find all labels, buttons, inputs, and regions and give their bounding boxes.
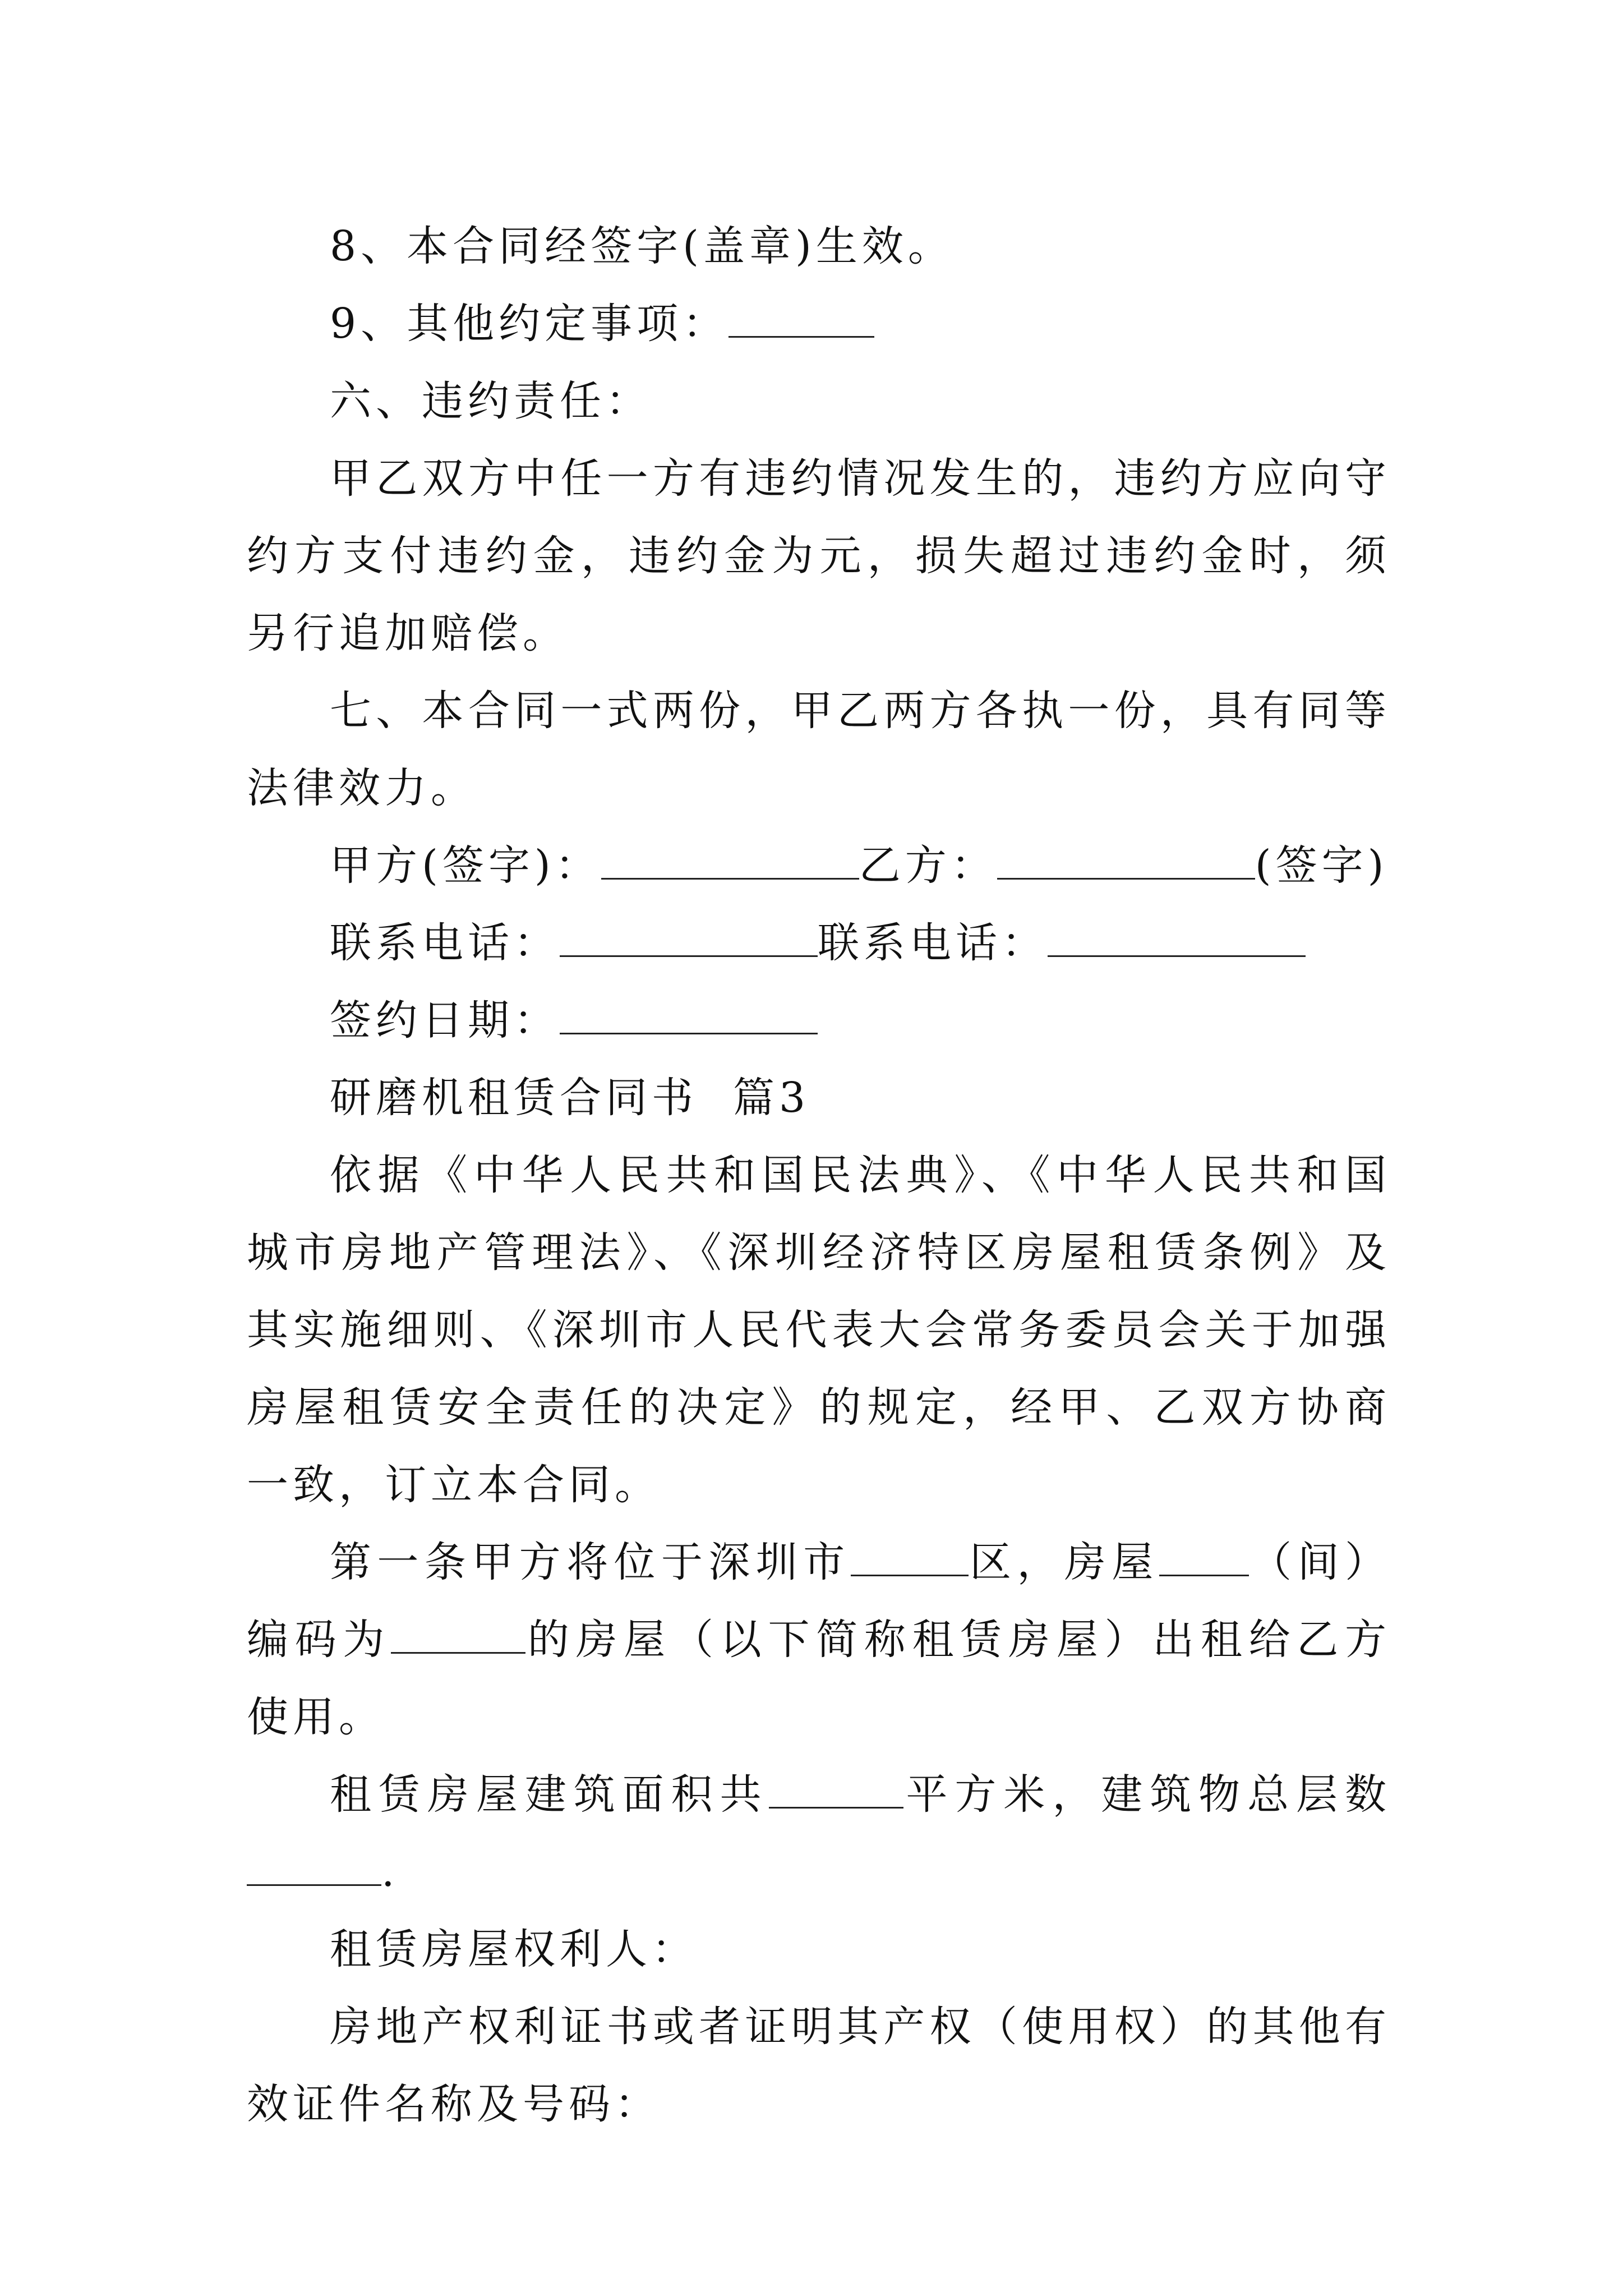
clause-9-blank [728,297,874,338]
certificate [247,1988,1391,2143]
district-blank [851,1535,969,1576]
party-a-sign-blank [601,839,859,880]
clause-9-label: 9、其他约定事项： [330,300,729,348]
phone-a-blank [560,916,818,957]
article-1-part4: 的房屋（以下简称租赁房屋）出租给乙方使用。 [247,1616,1391,1741]
room-code-blank [391,1613,525,1654]
rights-holder-label: 租赁房屋权利人： [330,1925,698,1973]
section-title-text: 研磨机租赁合同书 篇3 [330,1074,810,1122]
phone-label-a: 联系电话： [330,919,560,967]
area-part2: 平方米，建筑物总层数 [903,1770,1391,1819]
floors-blank [247,1845,381,1886]
party-a-sign-label: 甲方(签字)： [330,841,601,890]
area-part1: 租赁房屋建筑面积共 [330,1770,769,1819]
area-clause [247,1756,1391,1911]
sign-date-label: 签约日期： [330,996,560,1045]
article-1 [247,1524,1391,1756]
section-6-body [247,440,1391,672]
article-1-part3: （间）编码为 [247,1538,1391,1664]
sign-date-blank [560,993,818,1034]
rights-holder [247,1911,1391,1988]
preamble [247,1137,1391,1524]
section-6-heading [247,362,1391,440]
document-body [247,208,1391,2143]
section-6-body-text: 甲乙双方中任一方有违约情况发生的，违约方应向守约方支付违约金，违约金为元，损失超过违约金时，须另行追加赔偿。 [247,454,1391,657]
party-b-label: 乙方： [859,841,997,890]
area-blank [769,1768,903,1809]
signature-line-parties [247,827,1391,904]
section-title [247,1059,1391,1137]
section-7-body [247,672,1391,827]
article-1-part1: 第一条甲方将位于深圳市 [330,1538,851,1586]
clause-9 [247,285,1391,362]
phone-label-b: 联系电话： [818,919,1048,967]
signature-line-date [247,982,1391,1059]
section-6-heading-text: 六、违约责任： [330,377,652,425]
party-b-sign-blank [997,839,1255,880]
certificate-label: 房地产权利证书或者证明其产权（使用权）的其他有效证件名称及号码： [247,2003,1391,2128]
signature-line-phones [247,904,1391,982]
party-b-sign-suffix: (签字) [1255,841,1389,890]
preamble-text: 依据《中华人民共和国民法典》、《中华人民共和国城市房地产管理法》、《深圳经济特区房屋租赁条例》及其实施细则、《深圳市人民代表大会常务委员会关于加强房屋租赁安全责任的决定》的规定，经甲、乙双方协商一致，订立本合同。 [247,1151,1391,1509]
room-count-blank [1159,1535,1249,1576]
clause-8 [247,208,1391,285]
area-end: . [381,1848,399,1896]
phone-b-blank [1048,916,1306,957]
section-7-body-text: 七、本合同一式两份，甲乙两方各执一份，具有同等法律效力。 [247,687,1391,812]
article-1-part2: 区，房屋 [968,1538,1159,1586]
clause-8-text: 8、本合同经签字(盖章)生效。 [330,222,954,270]
